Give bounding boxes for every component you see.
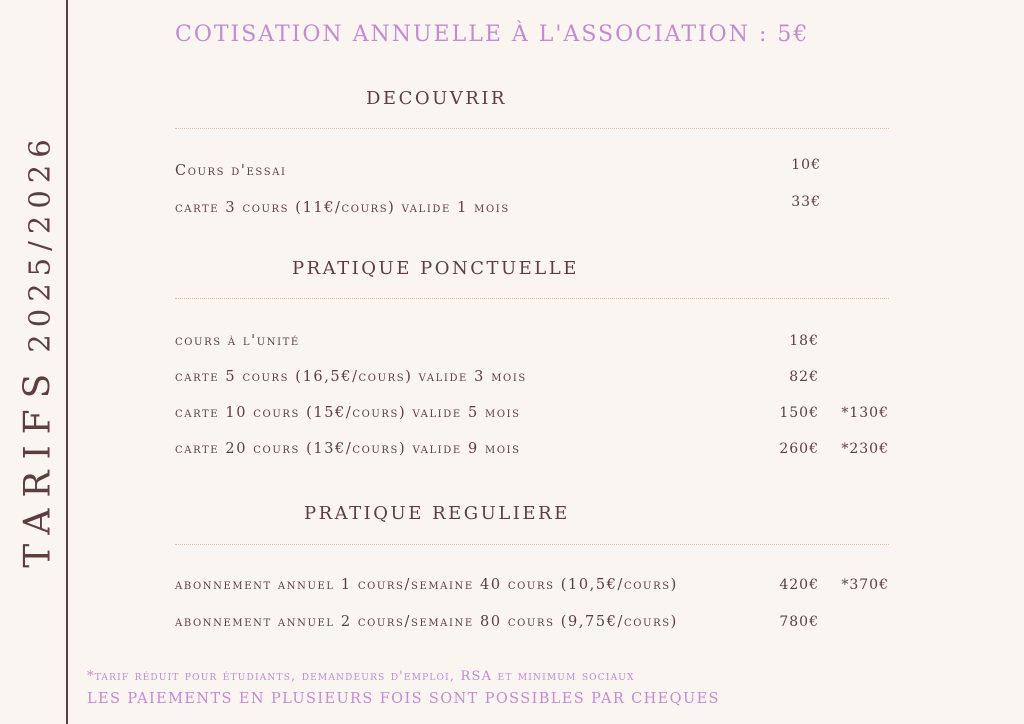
cotisation-heading: COTISATION ANNUELLE À L'ASSOCIATION : 5€: [175, 22, 810, 47]
vertical-divider: [66, 0, 68, 724]
price-row: [175, 157, 889, 183]
row-price: 82€: [789, 369, 819, 385]
row-label: carte 10 cours (15€/cours) valide 5 mois: [175, 405, 521, 421]
section-title-pratique-ponctuelle: PRATIQUE PONCTUELLE: [292, 258, 579, 279]
section-rule: [175, 544, 889, 545]
row-label: cours à l'unité: [175, 333, 300, 349]
price-row: [175, 194, 889, 220]
row-price: 33€: [791, 194, 821, 210]
row-reduced-price: *130€: [841, 405, 889, 421]
section-title-decouvrir: DECOUVRIR: [366, 88, 507, 109]
section-rule: [175, 128, 889, 129]
payments-footnote: LES PAIEMENTS EN PLUSIEURS FOIS SONT POSSIBLES PAR CHEQUES: [87, 691, 720, 707]
price-row: [175, 405, 889, 425]
row-label: carte 5 cours (16,5€/cours) valide 3 mois: [175, 369, 527, 385]
side-title: [18, 132, 59, 567]
section-rule: [175, 298, 889, 299]
row-price: 780€: [779, 614, 819, 630]
reduced-rate-footnote: *tarif réduit pour étudiants, demandeurs d'emploi, RSA et minimum sociaux: [87, 669, 635, 684]
price-row: [175, 369, 889, 389]
row-price: 10€: [791, 157, 821, 173]
price-row: [175, 333, 889, 353]
price-row: [175, 441, 889, 461]
row-price: 150€: [779, 405, 819, 421]
row-label: abonnement annuel 2 cours/semaine 80 cours (9,75€/cours): [175, 614, 678, 630]
section-title-pratique-reguliere: PRATIQUE REGULIERE: [304, 503, 570, 524]
row-price: 420€: [779, 577, 819, 593]
price-row: [175, 577, 889, 597]
side-title-years: 2025/2026: [22, 132, 57, 353]
row-label: Cours d'essai: [175, 163, 287, 179]
row-label: carte 3 cours (11€/cours) valide 1 mois: [175, 200, 510, 216]
price-row: [175, 614, 889, 634]
row-reduced-price: *230€: [841, 441, 889, 457]
row-label: abonnement annuel 1 cours/semaine 40 cours (10,5€/cours): [175, 577, 678, 593]
side-title-word: TARIFS: [17, 362, 59, 568]
row-label: carte 20 cours (13€/cours) valide 9 mois: [175, 441, 521, 457]
row-price: 18€: [789, 333, 819, 349]
row-price: 260€: [779, 441, 819, 457]
row-reduced-price: *370€: [841, 577, 889, 593]
